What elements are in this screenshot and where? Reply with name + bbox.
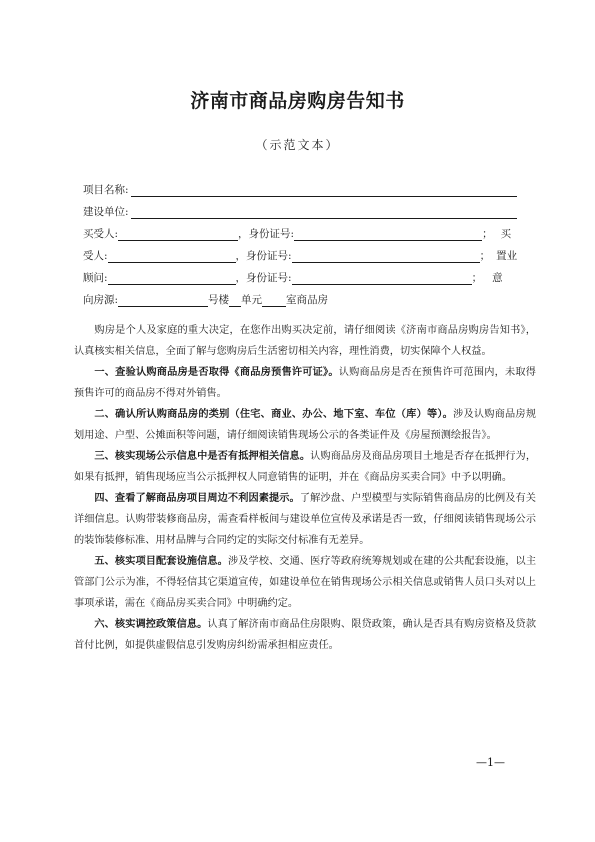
- buyer2-line-continuation: 置业: [496, 250, 518, 262]
- building-blank[interactable]: [118, 295, 208, 307]
- buyer-line-end: ；: [482, 228, 493, 240]
- item-heading-3: 三、核实现场公示信息中是否有抵押相关信息。: [94, 450, 311, 462]
- form-buyer-row: [83, 227, 511, 241]
- intent-label: 向房源:: [83, 294, 119, 306]
- item-body-4: 了解沙盘、户型模型与实际销售商品房的比例及有关详细信息。认购带装修商品房，需查看样板间与建设单位宣传及承诺是否一致，仔细阅读销售现场公示的装饰装修标准、用材品牌与合同约定的实际交付标准有无差异。: [74, 493, 536, 546]
- item-paragraph-5: [74, 551, 536, 614]
- buyer2-name-blank[interactable]: [108, 251, 236, 263]
- document-title: 济南市商品房购房告知书: [190, 90, 405, 112]
- form-developer-row: [83, 205, 517, 219]
- buyer2-line-end: ；: [479, 250, 491, 262]
- intro-paragraph: 购房是个人及家庭的重大决定，在您作出购买决定前，请仔细阅读《济南市商品房购房告知书》，认真核实相关信息，全面了解与您购房后生活密切相关内容，理性消费，切实保障个人权益。: [74, 325, 536, 357]
- item-body-3: 认购商品房及商品房项目土地是否存在抵押行为，如果有抵押，销售现场应当公示抵押权人同意销售的证明，并在《商品房买卖合同》中予以明确。: [74, 451, 537, 483]
- buyer2-label: 受人:: [83, 250, 108, 262]
- buyer2-id-label: ，身份证号:: [235, 250, 292, 262]
- form-project-name-row: [83, 183, 517, 197]
- advisor-name-blank[interactable]: [108, 273, 236, 285]
- item-body-5: 涉及学校、交通、医疗等政府统筹规划或在建的公共配套设施，以主管部门公示为准，不得轻信其它渠道宣传，如建设单位在销售现场公示相关信息或销售人员口头对以上事项承诺，需在《商品房买卖合同》中明确约定。: [74, 556, 537, 609]
- buyer-name-blank[interactable]: [118, 229, 238, 241]
- buyer-id-label: ，身份证号:: [238, 228, 295, 240]
- body-text: [74, 320, 536, 656]
- project-name-blank[interactable]: [131, 185, 517, 197]
- buyer-id-blank[interactable]: [294, 229, 482, 241]
- item-body-1: 认购商品房是否在预售许可范围内，未取得预售许可的商品房不得对外销售。: [74, 367, 536, 399]
- advisor-id-blank[interactable]: [292, 273, 472, 285]
- advisor-line-continuation: 意: [492, 272, 503, 284]
- buyer2-id-blank[interactable]: [292, 251, 480, 263]
- item-body-2: 涉及认购商品房规划用途、户型、公摊面积等问题，请仔细阅读销售现场公示的各类证件及《房屋预测绘报告》。: [74, 409, 537, 441]
- advisor-line-end: ；: [471, 272, 483, 284]
- item-heading-6: 六、核实调控政策信息。: [94, 618, 208, 630]
- form-buyer2-row: [83, 249, 517, 263]
- buyer-line-continuation: 买: [500, 228, 512, 240]
- room-label: 室商品房: [286, 294, 329, 306]
- unit-blank[interactable]: [229, 295, 241, 307]
- form-advisor-row: [83, 271, 503, 285]
- item-paragraph-6: [74, 614, 536, 656]
- item-heading-4: 四、查看了解商品房项目周边不利因素提示。: [94, 492, 300, 504]
- unit-label: 单元: [241, 294, 263, 306]
- item-heading-2: 二、确认所认购商品房的类别（住宅、商业、办公、地下室、车位（库）等）。: [94, 408, 454, 420]
- item-body-6: 认真了解济南市商品住房限购、限贷政策，确认是否具有购房资格及贷款首付比例，如提供虚假信息引发购房纠纷需承担相应责任。: [74, 619, 537, 651]
- advisor-id-label: ，身份证号:: [235, 272, 292, 284]
- form-intent-row: [83, 293, 328, 307]
- project-name-label: 项目名称:: [83, 184, 129, 196]
- building-label: 号楼: [208, 294, 230, 306]
- developer-blank[interactable]: [131, 207, 517, 219]
- item-heading-1: 一、查验认购商品房是否取得《商品房预售许可证》。: [94, 366, 339, 378]
- page-number: —1—: [476, 756, 505, 769]
- item-paragraph-2: [74, 404, 536, 446]
- item-paragraph-4: [74, 488, 536, 551]
- item-paragraph-1: [74, 362, 536, 404]
- buyer-label: 买受人:: [83, 228, 119, 240]
- item-paragraph-3: [74, 446, 536, 488]
- advisor-label: 顾问:: [83, 272, 108, 284]
- room-blank[interactable]: [262, 295, 286, 307]
- document-subtitle: （示范文本）: [255, 138, 340, 152]
- developer-label: 建设单位:: [83, 206, 129, 218]
- item-heading-5: 五、核实项目配套设施信息。: [94, 555, 228, 567]
